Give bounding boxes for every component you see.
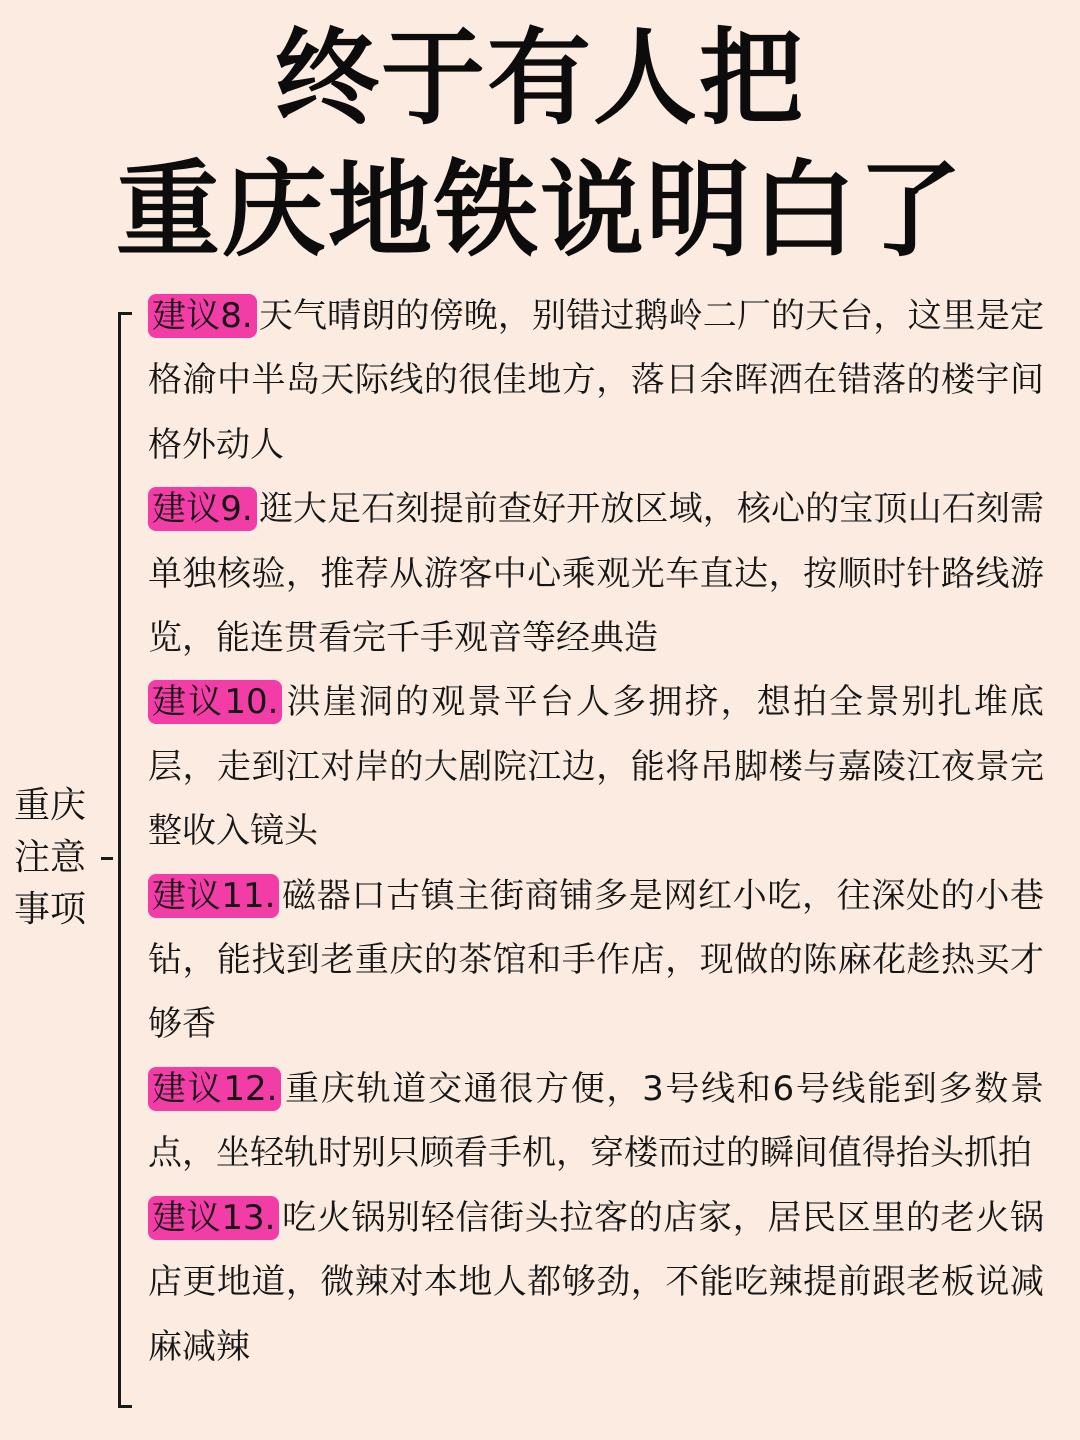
page-title-line-1: 终于有人把 — [274, 17, 805, 139]
connector-dash — [101, 857, 113, 860]
tip-label-badge: 建议13. — [148, 1196, 279, 1240]
tip-label-badge: 建议10. — [148, 680, 282, 724]
tip-label-badge: 建议9. — [148, 487, 257, 531]
tip-item — [148, 864, 1044, 1057]
side-label-line: 事项 — [14, 889, 87, 930]
tip-label-badge: 建议11. — [148, 874, 279, 918]
side-category-label — [14, 780, 94, 936]
tip-item — [148, 477, 1044, 670]
tip-text: 天气晴朗的傍晚，别错过鹅岭二厂的天台，这里是定格渝中半岛天际线的很佳地方，落日余晖洒在错落的楼宇间格外动人 — [148, 296, 1044, 465]
tip-item — [148, 1186, 1044, 1379]
tip-item — [148, 670, 1044, 863]
tip-text: 逛大足石刻提前查好开放区域，核心的宝顶山石刻需单独核验，推荐从游客中心乘观光车直达，按顺时针路线游览，能连贯看完千手观音等经典造 — [148, 489, 1044, 659]
tip-text: 重庆轨道交通很方便，3号线和6号线能到多数景点，坐轻轨时别只顾看手机，穿楼而过的瞬间值得抬头抓拍 — [148, 1068, 1044, 1174]
tip-text: 洪崖洞的观景平台人多拥挤，想拍全景别扎堆底层，走到江对岸的大剧院江边，能将吊脚楼与嘉陵江夜景完整收入镜头 — [148, 682, 1045, 852]
tip-item — [148, 1057, 1044, 1186]
tip-label-badge: 建议12. — [148, 1067, 281, 1111]
bracket-bottom-tick — [118, 1405, 132, 1408]
side-label-line: 重庆 — [14, 785, 87, 826]
bracket-line — [118, 312, 121, 1408]
tip-text: 吃火锅别轻信街头拉客的店家，居民区里的老火锅店更地道，微辣对本地人都够劲，不能吃辣提前跟老板说减麻减辣 — [148, 1197, 1044, 1367]
page-title-line-2: 重庆地铁说明白了 — [115, 149, 964, 271]
tip-label-badge: 建议8. — [148, 294, 257, 338]
tip-item — [148, 284, 1044, 477]
side-label-line: 注意 — [14, 837, 87, 878]
tip-text: 磁器口古镇主街商铺多是网红小吃，往深处的小巷钻，能找到老重庆的茶馆和手作店，现做的陈麻花趁热买才够香 — [148, 875, 1044, 1045]
tips-list — [148, 284, 1044, 1379]
bracket-top-tick — [118, 312, 132, 315]
